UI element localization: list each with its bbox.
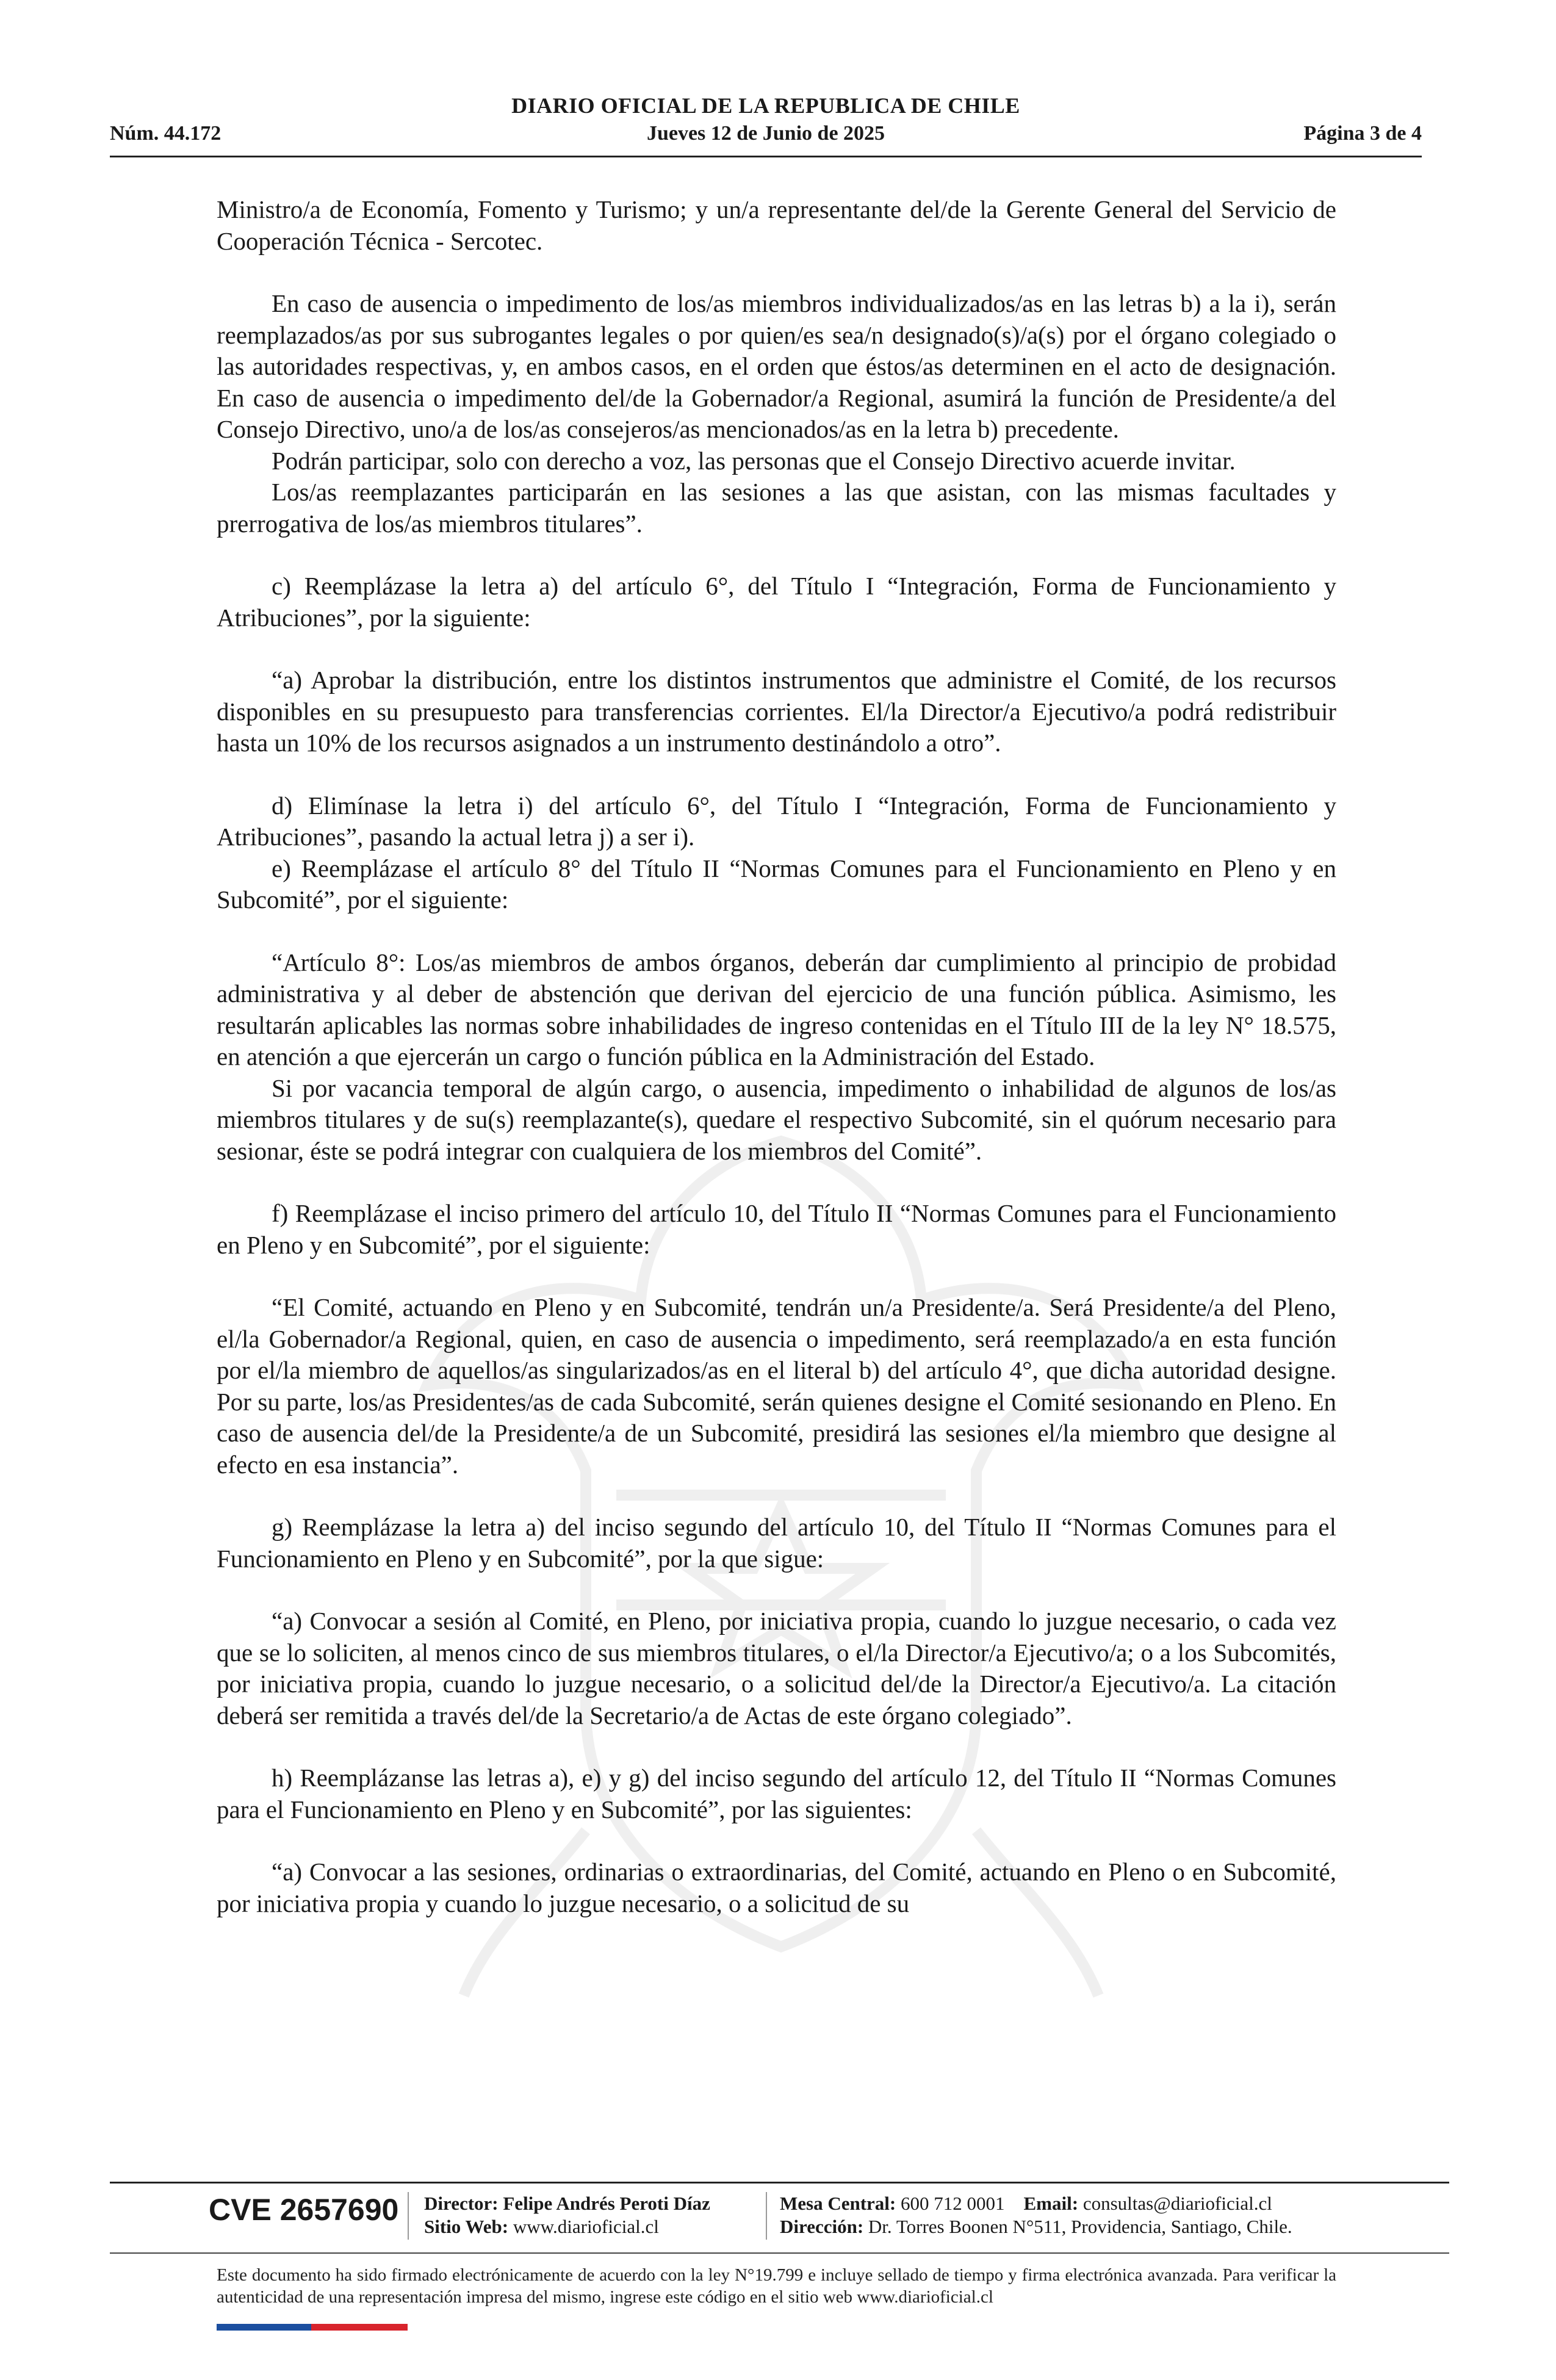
- footer-divider: [110, 2252, 1449, 2254]
- paragraph: e) Reemplázase el artículo 8° del Título II “Normas Comunes para el Funcionamiento en Pleno y en Subcomité”, por el siguiente:: [217, 854, 1336, 914]
- phone-label: Mesa Central:: [780, 2193, 896, 2214]
- director-label: Director:: [424, 2193, 499, 2214]
- paragraph: h) Reemplázanse las letras a), e) y g) del inciso segundo del artículo 12, del Título II “Normas Comunes para el Funcionamiento en Pleno y en Subcomité”, por las siguientes:: [217, 1764, 1336, 1823]
- paragraph: “Artículo 8°: Los/as miembros de ambos órganos, deberán dar cumplimiento al principio de probidad administrativa y al deber de abstención que derivan del ejercicio de una función pública. Asimismo, les resultarán aplicables las normas sobre inhabilidades de ingreso contenidas en el Título III de la ley N° 18.575, en atención a que ejercerán un cargo o función pública en la Administración del Estado.: [217, 948, 1336, 1070]
- flag-stripe-red: [311, 2324, 408, 2331]
- website-link[interactable]: www.diarioficial.cl: [513, 2216, 659, 2237]
- page-header: [110, 93, 1422, 160]
- issue-date: Jueves 12 de Junio de 2025: [646, 122, 885, 145]
- flag-stripe-blue: [217, 2324, 311, 2331]
- paragraph: “a) Convocar a las sesiones, ordinarias o extraordinarias, del Comité, actuando en Pleno o en Subcomité, por iniciativa propia y cuando lo juzgue necesario, o a solicitud de su: [217, 1858, 1336, 1917]
- legal-notice: Este documento ha sido firmado electrónicamente de acuerdo con la ley N°19.799 e incluye sellado de tiempo y firma electrónica avanzada. Para verificar la autenticidad de una representación impresa del mismo, ingrese este código en el sitio web www.diarioficial.cl: [217, 2265, 1336, 2307]
- paragraph: Podrán participar, solo con derecho a voz, las personas que el Consejo Directivo acuerde invitar.: [272, 446, 1236, 475]
- document-body: [217, 194, 1336, 1919]
- publication-title: DIARIO OFICIAL DE LA REPUBLICA DE CHILE: [511, 93, 1020, 118]
- footer-director-block: [424, 2192, 710, 2238]
- paragraph: Los/as reemplazantes participarán en las sesiones a las que asistan, con las mismas facultades y prerrogativa de los/as miembros titulares”.: [217, 478, 1336, 538]
- paragraph: g) Reemplázase la letra a) del inciso segundo del artículo 10, del Título II “Normas Comunes para el Funcionamiento en Pleno y en Subcomité”, por la que sigue:: [217, 1513, 1336, 1573]
- cve-code: CVE 2657690: [209, 2193, 399, 2227]
- paragraph: “a) Convocar a sesión al Comité, en Pleno, por iniciativa propia, cuando lo juzgue necesario, o cada vez que se lo soliciten, al menos cinco de sus miembros titulares, o el/la Director/a Ejecutivo/a; o a los Subcomités, por iniciativa propia, cuando lo juzgue necesario, o a solicitud del/de la Director/a Ejecutivo/a. La citación deberá ser remitida a través del/de la Secretario/a de Actas de este órgano colegiado”.: [217, 1607, 1336, 1729]
- footer-divider: [110, 2182, 1449, 2183]
- page-number: Página 3 de 4: [1303, 122, 1422, 145]
- footer-contact-block: [780, 2192, 1292, 2238]
- paragraph: “a) Aprobar la distribución, entre los distintos instrumentos que administre el Comité, de los recursos disponibles en su presupuesto para transferencias corrientes. El/la Director/a Ejecutivo/a podrá redistribuir hasta un 10% de los recursos asignados a un instrumento destinándolo a otro”.: [217, 666, 1336, 757]
- paragraph: f) Reemplázase el inciso primero del artículo 10, del Título II “Normas Comunes para el Funcionamiento en Pleno y en Subcomité”, por el siguiente:: [217, 1199, 1336, 1259]
- address-value: Dr. Torres Boonen N°511, Providencia, Santiago, Chile.: [868, 2216, 1292, 2237]
- footer-separator: [766, 2192, 767, 2240]
- footer-separator: [408, 2192, 409, 2240]
- address-label: Dirección:: [780, 2216, 864, 2237]
- paragraph: En caso de ausencia o impedimento de los/as miembros individualizados/as en las letras b) a la i), serán reemplazados/as por sus subrogantes legales o por quien/es sea/n designado(s)/a(s) por el órgano colegiado o las autoridades respectivas, y, en ambos casos, en el orden que éstos/as determinen en el acto de designación. En caso de ausencia o impedimento del/de la Gobernador/a Regional, asumirá la función de Presidente/a del Consejo Directivo, uno/a de los/as consejeros/as mencionados/as en la letra b) precedente.: [217, 289, 1336, 443]
- email-label: Email:: [1023, 2193, 1079, 2214]
- paragraph: Ministro/a de Economía, Fomento y Turismo; y un/a representante del/de la Gerente General del Servicio de Cooperación Técnica - Sercotec.: [217, 195, 1336, 255]
- paragraph: d) Elimínase la letra i) del artículo 6°, del Título I “Integración, Forma de Funcionamiento y Atribuciones”, pasando la actual letra j) a ser i).: [217, 791, 1336, 851]
- phone-number: 600 712 0001: [901, 2193, 1005, 2214]
- director-name: Felipe Andrés Peroti Díaz: [503, 2193, 710, 2214]
- header-divider: [110, 156, 1422, 157]
- website-label: Sitio Web:: [424, 2216, 509, 2237]
- paragraph: c) Reemplázase la letra a) del artículo 6°, del Título I “Integración, Forma de Funcionamiento y Atribuciones”, por la siguiente:: [217, 572, 1336, 632]
- paragraph: Si por vacancia temporal de algún cargo, o ausencia, impedimento o inhabilidad de algunos de los/as miembros titulares y de su(s) reemplazante(s), quedare el respectivo Subcomité, sin el quórum necesario para sesionar, éste se podrá integrar con cualquiera de los miembros del Comité”.: [217, 1073, 1336, 1165]
- issue-number: Núm. 44.172: [110, 122, 222, 145]
- paragraph: “El Comité, actuando en Pleno y en Subcomité, tendrán un/a Presidente/a. Será Presidente/a del Pleno, el/la Gobernador/a Regional, quien, en caso de ausencia o impedimento, será reemplazado/a en esta función por el/la miembro de aquellos/as singularizados/as en el literal b) del artículo 4°, que dicha autoridad designe. Por su parte, los/as Presidentes/as de cada Subcomité, serán quienes designe el Comité sesionando en Pleno. En caso de ausencia del/de la Presidente/a de un Subcomité, presidirá las sesiones el/la miembro que designe al efecto en esa instancia”.: [217, 1293, 1336, 1479]
- email-link[interactable]: consultas@diarioficial.cl: [1082, 2193, 1272, 2214]
